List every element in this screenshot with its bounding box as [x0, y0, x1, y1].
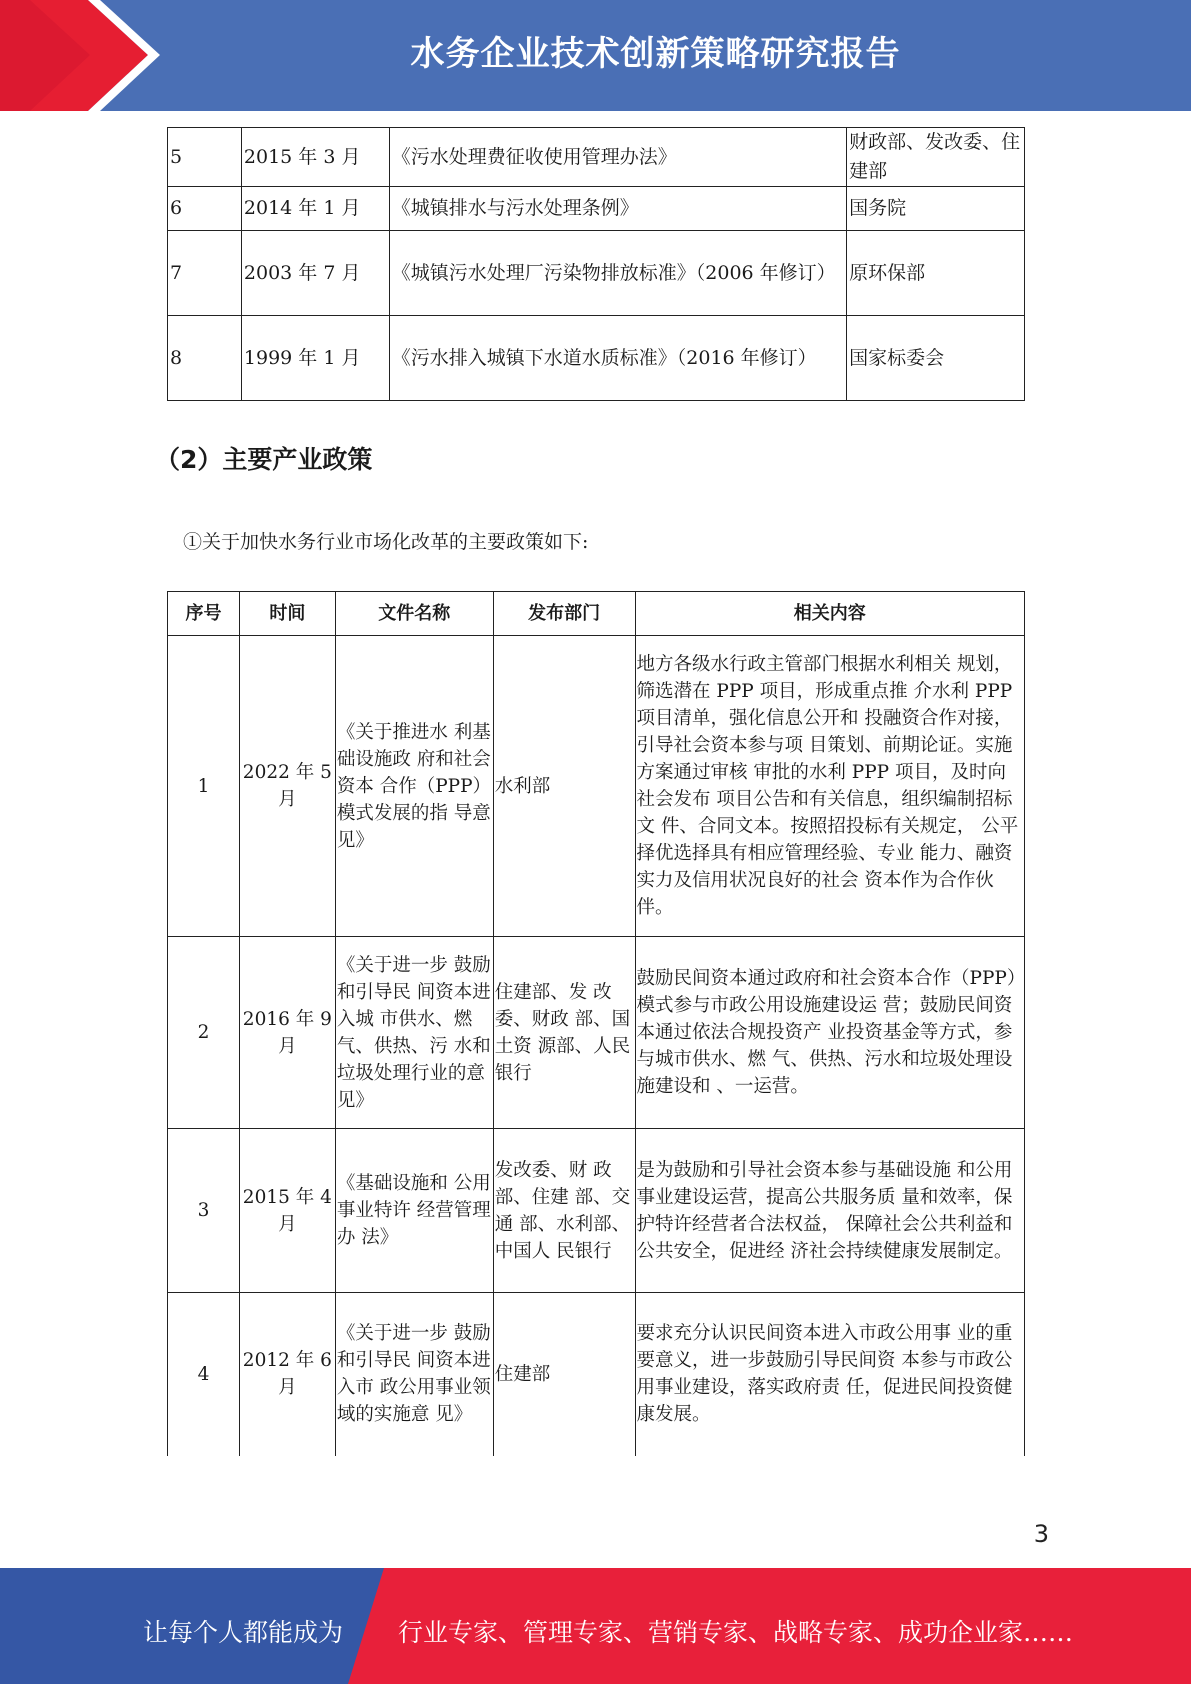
row-document-name: 《基础设施和 公用事业特许 经营管理办 法》 [335, 1129, 493, 1293]
footer-banner [0, 1568, 1191, 1684]
col-header-number: 序号 [168, 592, 240, 636]
row-document-name: 《污水处理费征收使用管理办法》 [389, 128, 846, 187]
row-content: 鼓励民间资本通过政府和社会资本合作（PPP）模式参与市政公用设施建设运 营；鼓励民间资本通过依法合规投资产 业投资基金等方式，参与城市供水、燃 气、供热、污水和垃圾处理设施建设和 、一运营。 [635, 937, 1024, 1129]
row-date: 2016 年 9 月 [239, 937, 335, 1129]
table-header-row [168, 592, 1025, 636]
footer-slogan-left: 让每个人都能成为 [143, 1618, 344, 1647]
row-date: 2015 年 3 月 [241, 128, 389, 187]
row-date: 2015 年 4 月 [239, 1129, 335, 1293]
row-department: 原环保部 [847, 231, 1025, 316]
page-number: 3 [1033, 1520, 1049, 1548]
col-header-document-name: 文件名称 [335, 592, 493, 636]
row-document-name: 《污水排入城镇下水道水质标准》（2016 年修订） [389, 316, 846, 401]
table-row [168, 636, 1025, 937]
table-row [168, 187, 1025, 231]
report-title: 水务企业技术创新策略研究报告 [410, 34, 901, 74]
row-number: 8 [168, 316, 242, 401]
row-department: 住建部、发 改委、财政 部、国土资 源部、人民 银行 [493, 937, 635, 1129]
row-number: 4 [168, 1293, 240, 1456]
table-row [168, 128, 1025, 187]
row-department: 住建部 [493, 1293, 635, 1456]
row-content: 地方各级水行政主管部门根据水利相关 规划，筛选潜在 PPP 项目，形成重点推 介水利 PPP 项目清单，强化信息公开和 投融资合作对接，引导社会资本参与项 目策划、前期论证。实施方案通过审核 审批的水利 PPP 项目，及时向社会发布 项目公告和有关信息，组织编制招标文 件、合同文本。按照招投标有关规定， 公平择优选择具有相应管理经验、专业 能力、融资实力及信用状况良好的社会 资本作为合作伙伴。 [635, 636, 1024, 937]
row-number: 2 [168, 937, 240, 1129]
regulations-table [167, 127, 1025, 401]
row-department: 财政部、发改委、住建部 [847, 128, 1025, 187]
table-row [168, 231, 1025, 316]
row-date: 2003 年 7 月 [241, 231, 389, 316]
row-department: 国务院 [847, 187, 1025, 231]
policy-table [167, 591, 1025, 1456]
row-department: 水利部 [493, 636, 635, 937]
row-content: 是为鼓励和引导社会资本参与基础设施 和公用事业建设运营，提高公共服务质 量和效率，保护特许经营者合法权益， 保障社会公共利益和公共安全，促进经 济社会持续健康发展制定。 [635, 1129, 1024, 1293]
row-number: 1 [168, 636, 240, 937]
table-row [168, 316, 1025, 401]
row-document-name: 《关于推进水 利基础设施政 府和社会资本 合作（PPP） 模式发展的指 导意见》 [335, 636, 493, 937]
table-row [168, 1293, 1025, 1456]
row-date: 2014 年 1 月 [241, 187, 389, 231]
row-date: 2012 年 6 月 [239, 1293, 335, 1456]
col-header-department: 发布部门 [493, 592, 635, 636]
col-header-content: 相关内容 [635, 592, 1024, 636]
row-department: 发改委、财 政部、住建 部、交通 部、水利部、中国人 民银行 [493, 1129, 635, 1293]
row-document-name: 《关于进一步 鼓励和引导民 间资本进入城 市供水、燃 气、供热、污 水和垃圾处理行业的意见》 [335, 937, 493, 1129]
row-document-name: 《关于进一步 鼓励和引导民 间资本进入市 政公用事业领 域的实施意 见》 [335, 1293, 493, 1456]
row-date: 1999 年 1 月 [241, 316, 389, 401]
row-number: 5 [168, 128, 242, 187]
table-row [168, 937, 1025, 1129]
row-number: 6 [168, 187, 242, 231]
section-heading: （2）主要产业政策 [155, 445, 373, 474]
row-document-name: 《城镇污水处理厂污染物排放标准》（2006 年修订） [389, 231, 846, 316]
footer-slogan-right: 行业专家、管理专家、营销专家、战略专家、成功企业家…… [398, 1618, 1074, 1647]
row-date: 2022 年 5 月 [239, 636, 335, 937]
section-intro: ①关于加快水务行业市场化改革的主要政策如下: [183, 531, 589, 553]
header-banner [0, 0, 1191, 111]
row-content: 要求充分认识民间资本进入市政公用事 业的重要意义，进一步鼓励引导民间资 本参与市政公用事业建设，落实政府责 任，促进民间投资健康发展。 [635, 1293, 1024, 1456]
row-document-name: 《城镇排水与污水处理条例》 [389, 187, 846, 231]
row-department: 国家标委会 [847, 316, 1025, 401]
row-number: 7 [168, 231, 242, 316]
row-number: 3 [168, 1129, 240, 1293]
col-header-date: 时间 [239, 592, 335, 636]
table-row [168, 1129, 1025, 1293]
